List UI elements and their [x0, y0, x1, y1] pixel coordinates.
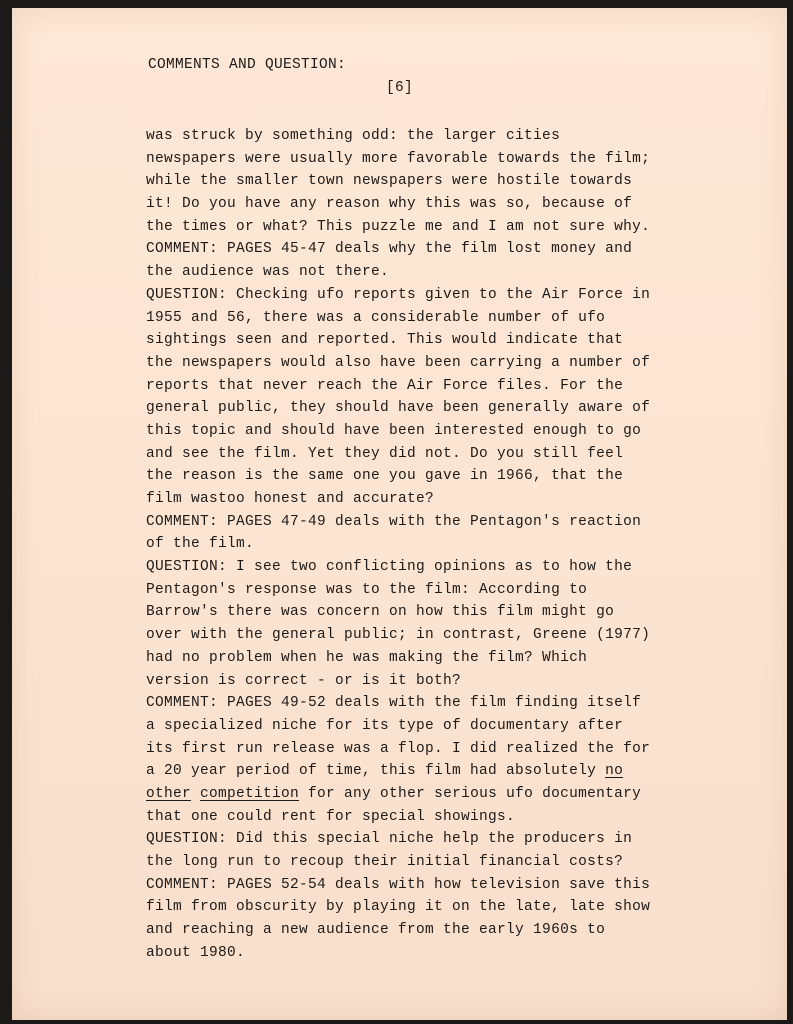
text-line: that one could rent for special showings. [146, 808, 516, 825]
text-line: and see the film. Yet they did not. Do you still feel [146, 445, 624, 462]
text-line: had no problem when he was making the film? Which [146, 649, 588, 666]
text-line: COMMENT: PAGES 47-49 deals with the Pentagon's reaction [146, 513, 642, 530]
text-line: Barrow's there was concern on how this film might go [146, 604, 615, 621]
text-line: this topic and should have been interested enough to go [146, 422, 642, 439]
text-line: was struck by something odd: the larger cities [146, 128, 561, 144]
text-line: over with the general public; in contrast, Greene (1977) [146, 627, 651, 644]
text-line: a specialized niche for its type of documentary after [146, 717, 624, 734]
text-line: the long run to recoup their initial financial costs? [146, 854, 624, 870]
text-line: film wastoo honest and accurate? [146, 491, 435, 507]
text-line: version is correct - or is it both? [146, 672, 462, 689]
line-text [191, 786, 200, 802]
text-line: COMMENT: PAGES 45-47 deals why the film lost money and [146, 241, 633, 258]
text-line: Pentagon's response was to the film: According to [146, 581, 588, 598]
text-line: while the smaller town newspapers were hostile towards [146, 173, 633, 190]
underlined-word: no [605, 763, 624, 780]
text-line: newspapers were usually more favorable towards the film; [146, 150, 651, 167]
underlined-word: other [146, 785, 192, 802]
text-line: 1955 and 56, there was a considerable number of ufo [146, 309, 606, 326]
text-line: sightings seen and reported. This would indicate that [146, 332, 624, 349]
text-line: QUESTION: Did this special niche help the producers in [146, 831, 633, 848]
text-line: the newspapers would also have been carrying a number of [146, 354, 651, 371]
line-text: for any other serious ufo documentary [299, 785, 642, 802]
text-line: it! Do you have any reason why this was so, because of [146, 196, 633, 213]
text-line: the audience was not there. [146, 264, 390, 281]
text-line [146, 760, 650, 783]
text-line: its first run release was a flop. I did realized the for [146, 740, 651, 757]
page-number: [6] [386, 80, 414, 96]
section-header: COMMENTS AND QUESTION: [148, 57, 347, 73]
typed-page [12, 8, 787, 1020]
text-line: QUESTION: Checking ufo reports given to the Air Force in [146, 286, 651, 303]
text-line: film from obscurity by playing it on the late, late show [146, 899, 651, 916]
line-text: a 20 year period of time, this film had absolutely [146, 763, 606, 780]
text-line: QUESTION: I see two conflicting opinions as to how the [146, 559, 633, 576]
text-line: and reaching a new audience from the early 1960s to [146, 922, 606, 939]
text-line: COMMENT: PAGES 52-54 deals with how television save this [146, 876, 651, 893]
text-line: the reason is the same one you gave in 1966, that the [146, 468, 624, 485]
text-line: about 1980. [146, 944, 246, 961]
body-text [146, 125, 650, 964]
text-line: the times or what? This puzzle me and I am not sure why. [146, 218, 651, 235]
text-line: general public, they should have been generally aware of [146, 400, 651, 417]
text-line: COMMENT: PAGES 49-52 deals with the film finding itself [146, 695, 642, 712]
text-line: reports that never reach the Air Force files. For the [146, 377, 624, 394]
text-line [146, 783, 650, 806]
text-line: of the film. [146, 536, 255, 553]
underlined-word: competition [200, 785, 300, 802]
